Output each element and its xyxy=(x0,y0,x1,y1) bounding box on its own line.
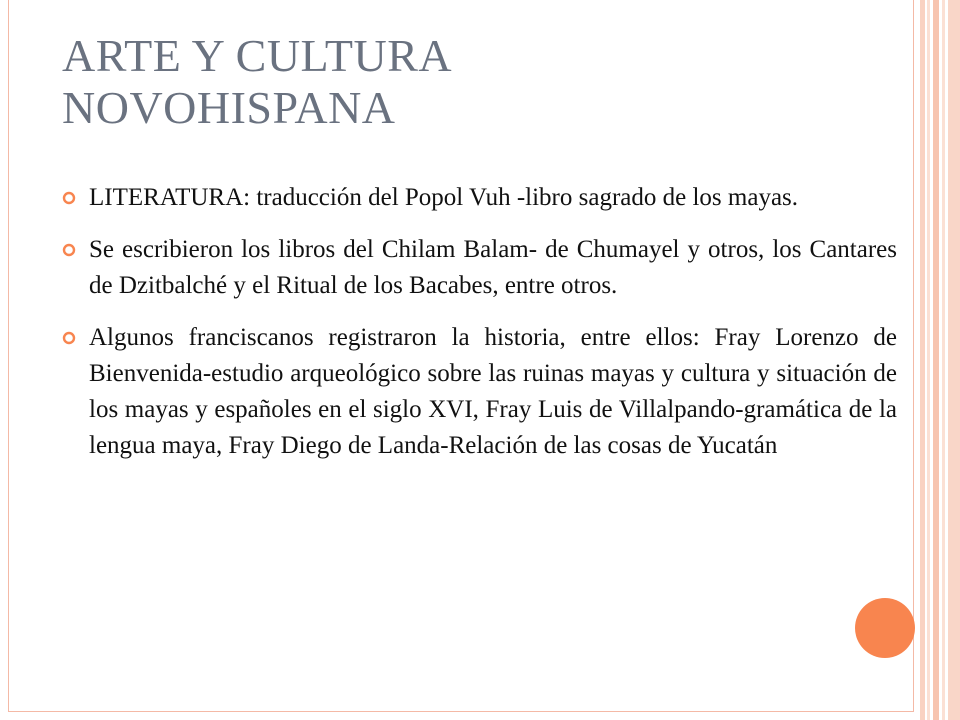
decorative-stripe xyxy=(933,0,939,720)
ring-bullet-icon xyxy=(62,243,76,257)
title-line-2: NOVOHISPANA xyxy=(62,82,396,133)
bullet-list xyxy=(62,180,897,480)
decorative-stripe xyxy=(942,0,945,720)
circle-accent-icon xyxy=(855,598,915,658)
bullet-text: Se escribieron los libros del Chilam Balam- de Chumayel y otros, los Cantares de Dzitbalché y el Ritual de los Bacabes, entre otros. xyxy=(89,236,897,299)
ring-bullet-icon xyxy=(62,191,76,205)
title-line-1: ARTE Y CULTURA xyxy=(62,30,453,81)
decorative-stripe xyxy=(927,0,930,720)
list-item xyxy=(62,320,897,464)
slide-title xyxy=(62,30,862,134)
bullet-text: Algunos franciscanos registraron la historia, entre ellos: Fray Lorenzo de Bienvenida-estudio arqueológico sobre las ruinas mayas y cultura y situación de los mayas y españoles en el siglo XVI, Fray Luis de Villalpando-gramática de la lengua maya, Fray Diego de Landa-Relación de las cosas de Yucatán xyxy=(89,324,897,459)
list-item xyxy=(62,232,897,304)
ring-bullet-icon xyxy=(62,331,76,345)
bullet-text: LITERATURA: traducción del Popol Vuh -libro sagrado de los mayas. xyxy=(89,184,799,211)
decorative-stripe xyxy=(948,0,960,720)
decorative-stripe xyxy=(920,0,925,720)
list-item xyxy=(62,180,897,216)
